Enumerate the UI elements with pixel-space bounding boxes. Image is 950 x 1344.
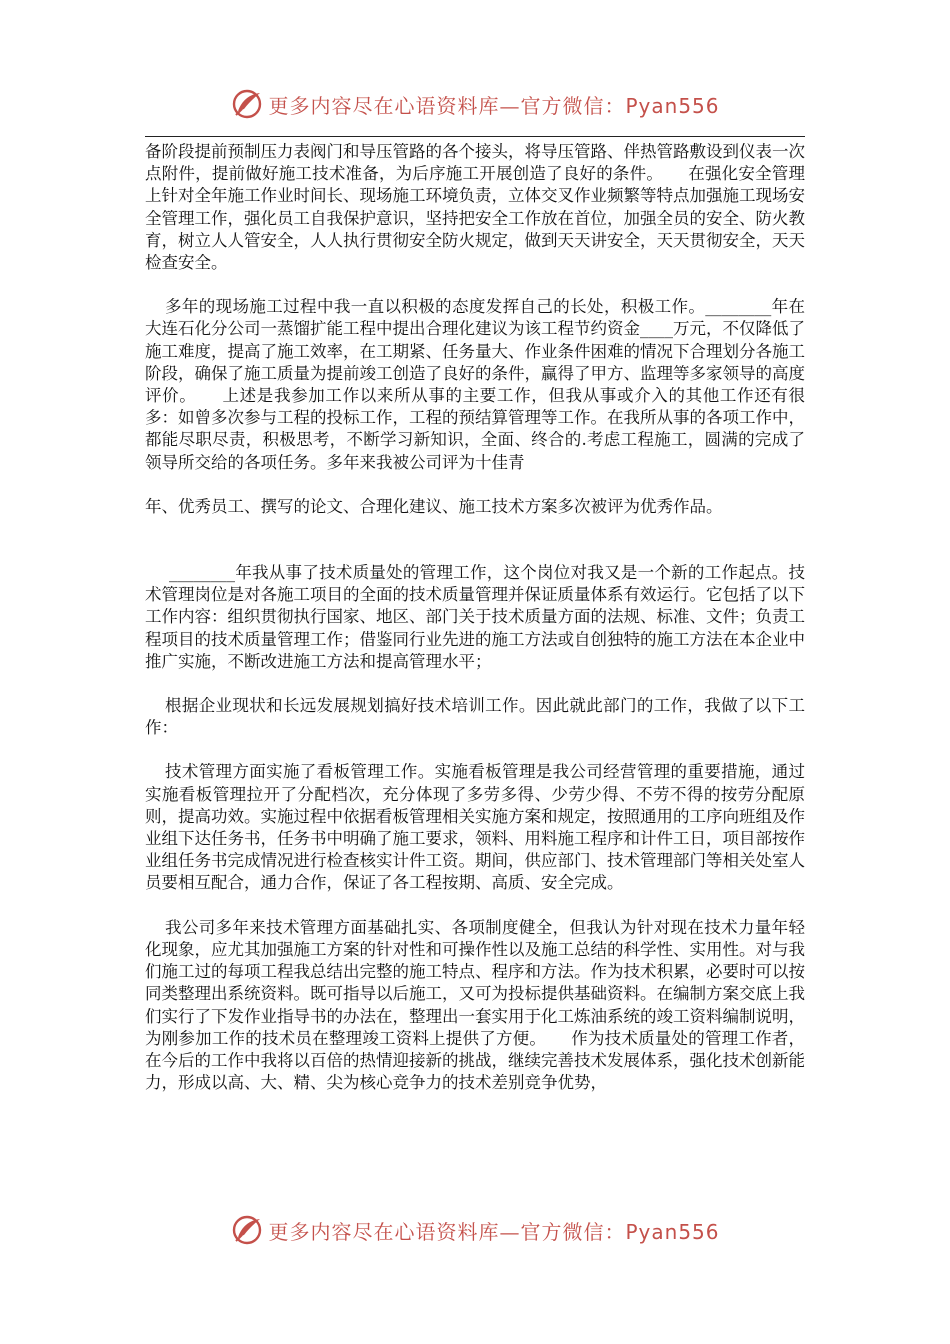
pen-logo-icon (230, 1213, 264, 1247)
footer-banner-text: 更多内容尽在心语资料库—官方微信：Pyan556 (268, 1219, 720, 1244)
paragraph: 我公司多年来技术管理方面基础扎实、各项制度健全，但我认为针对现在技术力量年轻化现象，应尤其加强施工方案的针对性和可操作性以及施工总结的科学性、实用性。对与我们施工过的每项工程我总结出完整的施工特点、程序和方法。作为技术积累，必要时可以按同类整理出系统资料。既可指导以后施工，又可为投标提供基础资料。在编制方案交底上我们实行了下发作业指导书的办法在，整理出一套实用于化工炼油系统的竣工资料编制说明，为刚参加工作的技术员在整理竣工资料上提供了方便。 作为技术质量处的管理工作者，在今后的工作中我将以百倍的热情迎接新的挑战，继续完善技术发展体系，强化技术创新能力，形成以高、大、精、尖为核心竞争力的技术差别竞争优势， (145, 917, 805, 1093)
pen-logo-icon (230, 87, 264, 121)
header-banner-contact: Pyan556 (625, 93, 720, 118)
header-rule (145, 136, 805, 137)
footer-banner-contact: Pyan556 (625, 1219, 720, 1244)
paragraph: 备阶段提前预制压力表阀门和导压管路的各个接头，将导压管路、伴热管路敷设到仪表一次点附件，提前做好施工技术准备，为后序施工开展创造了良好的条件。 在强化安全管理上针对全年施工作业时间长、现场施工环境负责，立体交叉作业频繁等特点加强施工现场安全管理工作，强化员工自我保护意识，坚持把安全工作放在首位，加强全员的安全、防火教育，树立人人管安全，人人执行贯彻安全防火规定，做到天天讲安全，天天贯彻安全，天天检查安全。 (145, 142, 805, 273)
paragraph: ________年我从事了技术质量处的管理工作，这个岗位对我又是一个新的工作起点。技术管理岗位是对各施工项目的全面的技术质量管理并保证质量体系有效运行。它包括了以下工作内容：组织贯彻执行国家、地区、部门关于技术质量方面的法规、标准、文件；负责工程项目的技术质量管理工作；借鉴同行业先进的施工方法或自创独特的施工方法在本企业中推广实施，不断改进施工方法和提高管理水平； (145, 563, 805, 671)
paragraph: 根据企业现状和长远发展规划搞好技术培训工作。因此就此部门的工作，我做了以下工作： (145, 696, 805, 738)
document-body (145, 141, 805, 1094)
header-banner (0, 84, 950, 124)
footer-banner (0, 1210, 950, 1250)
header-banner-text: 更多内容尽在心语资料库—官方微信：Pyan556 (268, 93, 720, 118)
paragraph: 年、优秀员工、撰写的论文、合理化建议、施工技术方案多次被评为优秀作品。 (145, 496, 723, 516)
paragraph: 多年的现场施工过程中我一直以积极的态度发挥自己的长处，积极工作。________年在大连石化分公司一蒸馏扩能工程中提出合理化建议为该工程节约资金____万元，不仅降低了施工难度，提高了施工效率，在工期紧、任务量大、作业条件困难的情况下合理划分各施工阶段，确保了施工质量为提前竣工创造了良好的条件，赢得了甲方、监理等多家领导的高度评价。 上述是我参加工作以来所从事的主要工作，但我从事或介入的其他工作还有很多：如曾多次参与工程的投标工作，工程的预结算管理等工作。在我所从事的各项工作中，都能尽职尽责，积极思考，不断学习新知识，全面、终合的.考虑工程施工，圆满的完成了领导所交给的各项任务。多年来我被公司评为十佳青 (145, 297, 805, 472)
paragraph: 技术管理方面实施了看板管理工作。实施看板管理是我公司经营管理的重要措施，通过实施看板管理拉开了分配档次，充分体现了多劳多得、少劳少得、不劳不得的按劳分配原则，提高功效。实施过程中依据看板管理相关实施方案和规定，按照通用的工序向班组及作业组下达任务书，任务书中明确了施工要求，领料、用料施工程序和计件工日，项目部按作业组任务书完成情况进行检查核实计件工资。期间，供应部门、技术管理部门等相关处室人员要相互配合，通力合作，保证了各工程按期、高质、安全完成。 (145, 762, 805, 893)
